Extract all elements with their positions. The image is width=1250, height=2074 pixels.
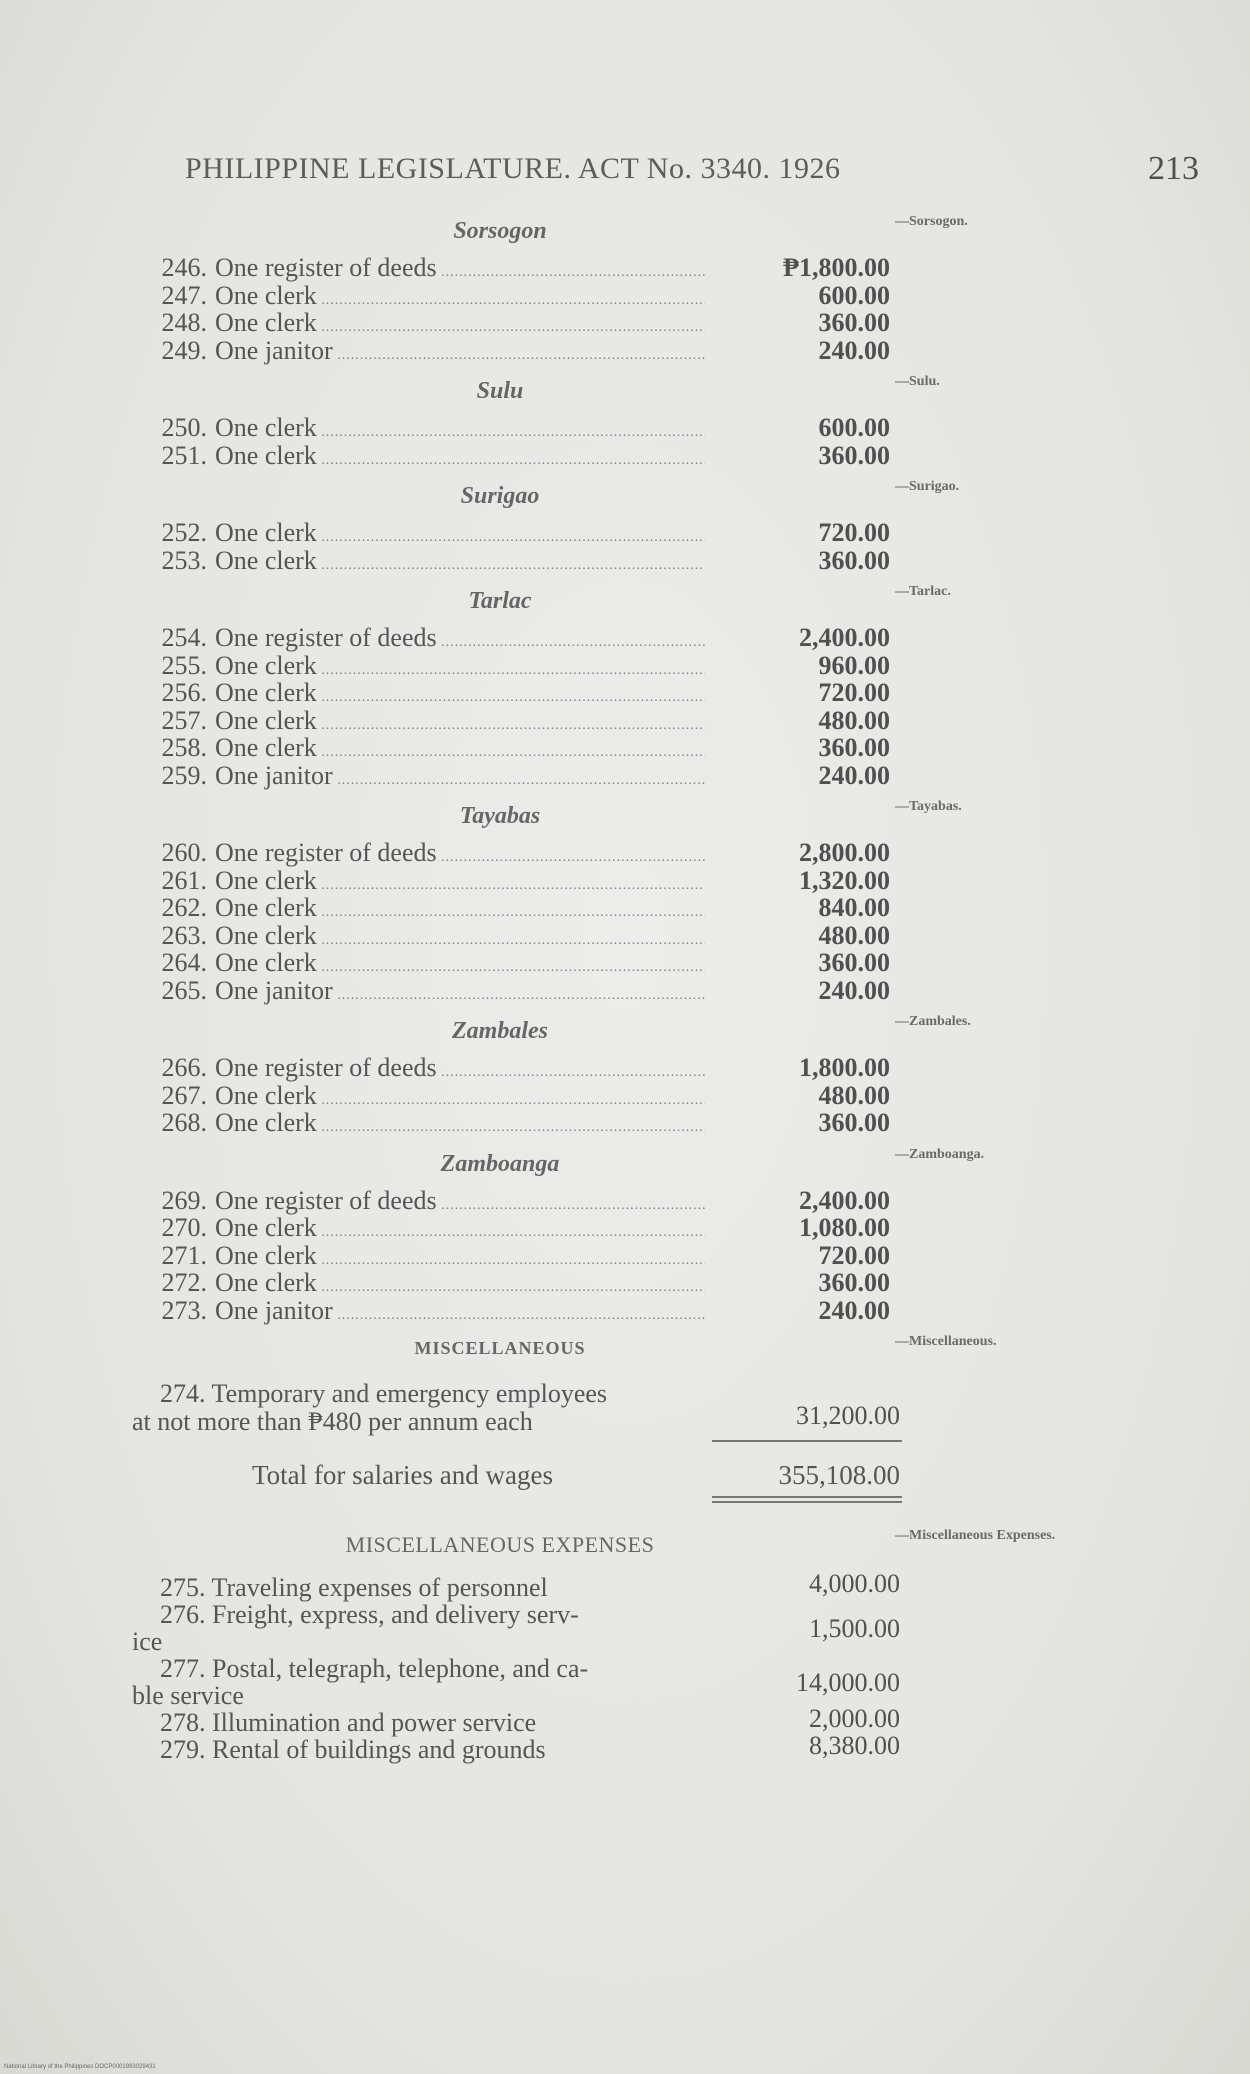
- item-label: One clerk .....: [215, 1214, 705, 1247]
- item-label: One janitor .....: [215, 977, 705, 1010]
- item-label: One clerk .....: [215, 867, 705, 900]
- item-amount: 840.00: [818, 893, 890, 922]
- line-item: [0, 1242, 1250, 1270]
- section-heading: Surigao: [460, 483, 540, 509]
- item-label: One janitor .....: [215, 337, 705, 370]
- item-label: One clerk .....: [215, 547, 705, 580]
- line-item: [0, 309, 1250, 337]
- line-item: [0, 442, 1250, 470]
- expense-item: [0, 1569, 1250, 1602]
- item-number: 255.: [161, 650, 207, 680]
- item-label: One clerk .....: [215, 1109, 705, 1142]
- section-tayabas: [0, 797, 1250, 1004]
- item-number: 248.: [161, 308, 207, 337]
- section-tarlac: [0, 582, 1250, 789]
- line-item: [0, 894, 1250, 922]
- line-item: [0, 1214, 1250, 1242]
- line-item: [0, 1269, 1250, 1297]
- item-label: One clerk .....: [215, 949, 705, 982]
- item-number: 251.: [161, 440, 207, 470]
- item-amount: 480.00: [818, 1080, 890, 1110]
- line-item: [0, 1109, 1250, 1137]
- running-head: PHILIPPINE LEGISLATURE. ACT No. 3340. 1926: [185, 152, 841, 185]
- item-amount: 240.00: [818, 760, 890, 790]
- line-item: [0, 977, 1250, 1005]
- item-amount: 720.00: [818, 1240, 890, 1270]
- margin-note: —Sulu.: [895, 374, 940, 389]
- item-label: One clerk .....: [215, 1242, 705, 1275]
- margin-note: —Tayabas.: [895, 799, 962, 814]
- expense-amount: 8,380.00: [809, 1731, 900, 1760]
- item-amount: 720.00: [818, 518, 890, 547]
- section-zamboanga: [0, 1145, 1250, 1325]
- section-heading: Sulu: [476, 378, 524, 404]
- item-number: 273.: [161, 1295, 207, 1325]
- item-number: 271.: [161, 1240, 207, 1270]
- section-heading: Tayabas: [459, 803, 541, 829]
- item-amount: 600.00: [818, 413, 890, 442]
- line-item: [0, 707, 1250, 735]
- line-item: [0, 282, 1250, 310]
- expense-item: [0, 1655, 1250, 1709]
- item-label: One register of deeds .....: [215, 254, 705, 287]
- line-item: [0, 254, 1250, 282]
- scan-credit: National Library of the Philippines DOCP0001993029431: [4, 2064, 156, 2070]
- section-sulu: [0, 372, 1250, 469]
- expense-text-line1: 276. Freight, express, and delivery serv-: [160, 1600, 579, 1629]
- line-item: [0, 1082, 1250, 1110]
- expense-text-line1: 275. Traveling expenses of personnel: [160, 1573, 548, 1602]
- item-number: 270.: [161, 1213, 207, 1242]
- item-number: 264.: [161, 948, 207, 977]
- item-number: 262.: [161, 893, 207, 922]
- item-amount: 240.00: [818, 975, 890, 1005]
- section-surigao: [0, 477, 1250, 574]
- sum-rule: [712, 1440, 902, 1442]
- item-number: 246.: [161, 253, 207, 282]
- line-item: [0, 762, 1250, 790]
- item-amount: 2,400.00: [799, 1185, 890, 1215]
- expense-amount: 1,500.00: [809, 1614, 900, 1643]
- item-amount: ₱1,800.00: [783, 253, 890, 282]
- item-number: 253.: [161, 545, 207, 575]
- line-item: [0, 922, 1250, 950]
- item-label: One janitor .....: [215, 1297, 705, 1330]
- expense-item: [0, 1704, 1250, 1737]
- item-label: One register of deeds .....: [215, 1054, 705, 1087]
- section-zambales: [0, 1012, 1250, 1137]
- line-item: [0, 867, 1250, 895]
- item-number: 247.: [161, 280, 207, 310]
- line-item: [0, 414, 1250, 442]
- item-amount: 480.00: [818, 920, 890, 950]
- line-item: [0, 679, 1250, 707]
- appropriation-body: [0, 212, 1250, 1771]
- expense-text-line1: 278. Illumination and power service: [160, 1708, 537, 1737]
- item-amount: 240.00: [818, 335, 890, 365]
- item-number: 249.: [161, 335, 207, 365]
- section-heading: MISCELLANEOUS EXPENSES: [345, 1532, 655, 1557]
- item-label: One clerk .....: [215, 1269, 705, 1302]
- section-heading: Sorsogon: [453, 218, 547, 244]
- item-amount: 360.00: [818, 308, 890, 337]
- item-amount: 1,320.00: [799, 865, 890, 895]
- line-item: [0, 949, 1250, 977]
- item-label: One clerk .....: [215, 1082, 705, 1115]
- line-item: [0, 1054, 1250, 1082]
- expense-text-line1: 279. Rental of buildings and grounds: [160, 1735, 546, 1764]
- expense-amount: 2,000.00: [809, 1704, 900, 1733]
- margin-note: —Sorsogon.: [895, 214, 968, 229]
- item-label: One register of deeds .....: [215, 839, 705, 872]
- item-number: 260.: [161, 838, 207, 867]
- expense-item: [0, 1731, 1250, 1764]
- item-label: One clerk .....: [215, 707, 705, 740]
- section-heading: MISCELLANEOUS: [414, 1338, 586, 1358]
- double-rule-top: [712, 1496, 902, 1498]
- line-item: [0, 1297, 1250, 1325]
- item-amount: 360.00: [818, 948, 890, 977]
- item-amount: 720.00: [818, 678, 890, 707]
- item-number: 265.: [161, 975, 207, 1005]
- item-label: One clerk .....: [215, 894, 705, 927]
- item-amount: 360.00: [818, 733, 890, 762]
- margin-note: —Miscellaneous Expenses.: [895, 1528, 1056, 1543]
- item-number: 268.: [161, 1108, 207, 1137]
- item-number: 272.: [161, 1268, 207, 1297]
- expense-item: [0, 1601, 1250, 1655]
- item-label: One clerk .....: [215, 414, 705, 447]
- line-item: [0, 734, 1250, 762]
- item-label: One clerk .....: [215, 734, 705, 767]
- section-miscellaneous: [0, 1332, 1250, 1442]
- item-number: 261.: [161, 865, 207, 895]
- item-amount: 360.00: [818, 1108, 890, 1137]
- margin-note: —Tarlac.: [895, 584, 951, 599]
- item-label: One clerk .....: [215, 652, 705, 685]
- expense-text-line2: ice: [132, 1627, 163, 1656]
- item-number: 254.: [161, 623, 207, 652]
- item-amount: 360.00: [818, 545, 890, 575]
- item-number: 266.: [161, 1053, 207, 1082]
- line-item: [0, 547, 1250, 575]
- item-label: One register of deeds .....: [215, 624, 705, 657]
- item-amount: 960.00: [818, 650, 890, 680]
- expense-amount: 4,000.00: [809, 1569, 900, 1598]
- line-item-274: [0, 1380, 1250, 1442]
- item-number: 257.: [161, 705, 207, 735]
- item-number: 267.: [161, 1080, 207, 1110]
- margin-note: —Surigao.: [895, 479, 960, 494]
- item-amount: 2,400.00: [799, 623, 890, 652]
- item-text-line2: at not more than ₱480 per annum each: [132, 1407, 533, 1436]
- section-heading: Zamboanga: [440, 1150, 560, 1177]
- item-label: One register of deeds .....: [215, 1187, 705, 1220]
- item-number: 256.: [161, 678, 207, 707]
- item-label: One clerk .....: [215, 442, 705, 475]
- margin-note: —Zamboanga.: [895, 1146, 985, 1162]
- item-label: One janitor .....: [215, 762, 705, 795]
- item-amount: 240.00: [818, 1295, 890, 1325]
- item-amount: 480.00: [818, 705, 890, 735]
- line-item: [0, 839, 1250, 867]
- item-amount: 1,800.00: [799, 1053, 890, 1082]
- item-label: One clerk .....: [215, 922, 705, 955]
- line-item: [0, 652, 1250, 680]
- page-number: 213: [1148, 150, 1199, 187]
- item-label: One clerk .....: [215, 679, 705, 712]
- section-heading: Zambales: [452, 1018, 548, 1044]
- expense-text-line2: ble service: [132, 1681, 244, 1710]
- item-number: 250.: [161, 413, 207, 442]
- item-text-line1: 274. Temporary and emergency employees: [160, 1379, 608, 1408]
- line-item: [0, 337, 1250, 365]
- item-label: One clerk .....: [215, 309, 705, 342]
- line-item: [0, 519, 1250, 547]
- item-number: 258.: [161, 733, 207, 762]
- section-sorsogon: [0, 212, 1250, 364]
- expense-text-line1: 277. Postal, telegraph, telephone, and ca-: [160, 1654, 589, 1683]
- item-label: One clerk .....: [215, 519, 705, 552]
- item-amount: 31,200.00: [796, 1401, 900, 1430]
- item-number: 269.: [161, 1185, 207, 1215]
- item-number: 259.: [161, 760, 207, 790]
- item-amount: 1,080.00: [799, 1213, 890, 1242]
- margin-note: —Miscellaneous.: [895, 1334, 997, 1349]
- line-item: [0, 624, 1250, 652]
- total-amount: 355,108.00: [778, 1460, 900, 1490]
- double-rule-bottom: [712, 1501, 902, 1503]
- line-item: [0, 1187, 1250, 1215]
- total-label: Total for salaries and wages: [252, 1460, 553, 1490]
- margin-note: —Zambales.: [895, 1014, 971, 1029]
- item-amount: 600.00: [818, 280, 890, 310]
- expense-amount: 14,000.00: [796, 1668, 900, 1697]
- item-label: One clerk .....: [215, 282, 705, 315]
- item-number: 263.: [161, 920, 207, 950]
- item-amount: 2,800.00: [799, 838, 890, 867]
- item-amount: 360.00: [818, 440, 890, 470]
- item-amount: 360.00: [818, 1268, 890, 1297]
- section-misc-expenses: [0, 1526, 1250, 1763]
- item-number: 252.: [161, 518, 207, 547]
- total-salaries: [0, 1460, 1250, 1500]
- section-heading: Tarlac: [468, 588, 532, 614]
